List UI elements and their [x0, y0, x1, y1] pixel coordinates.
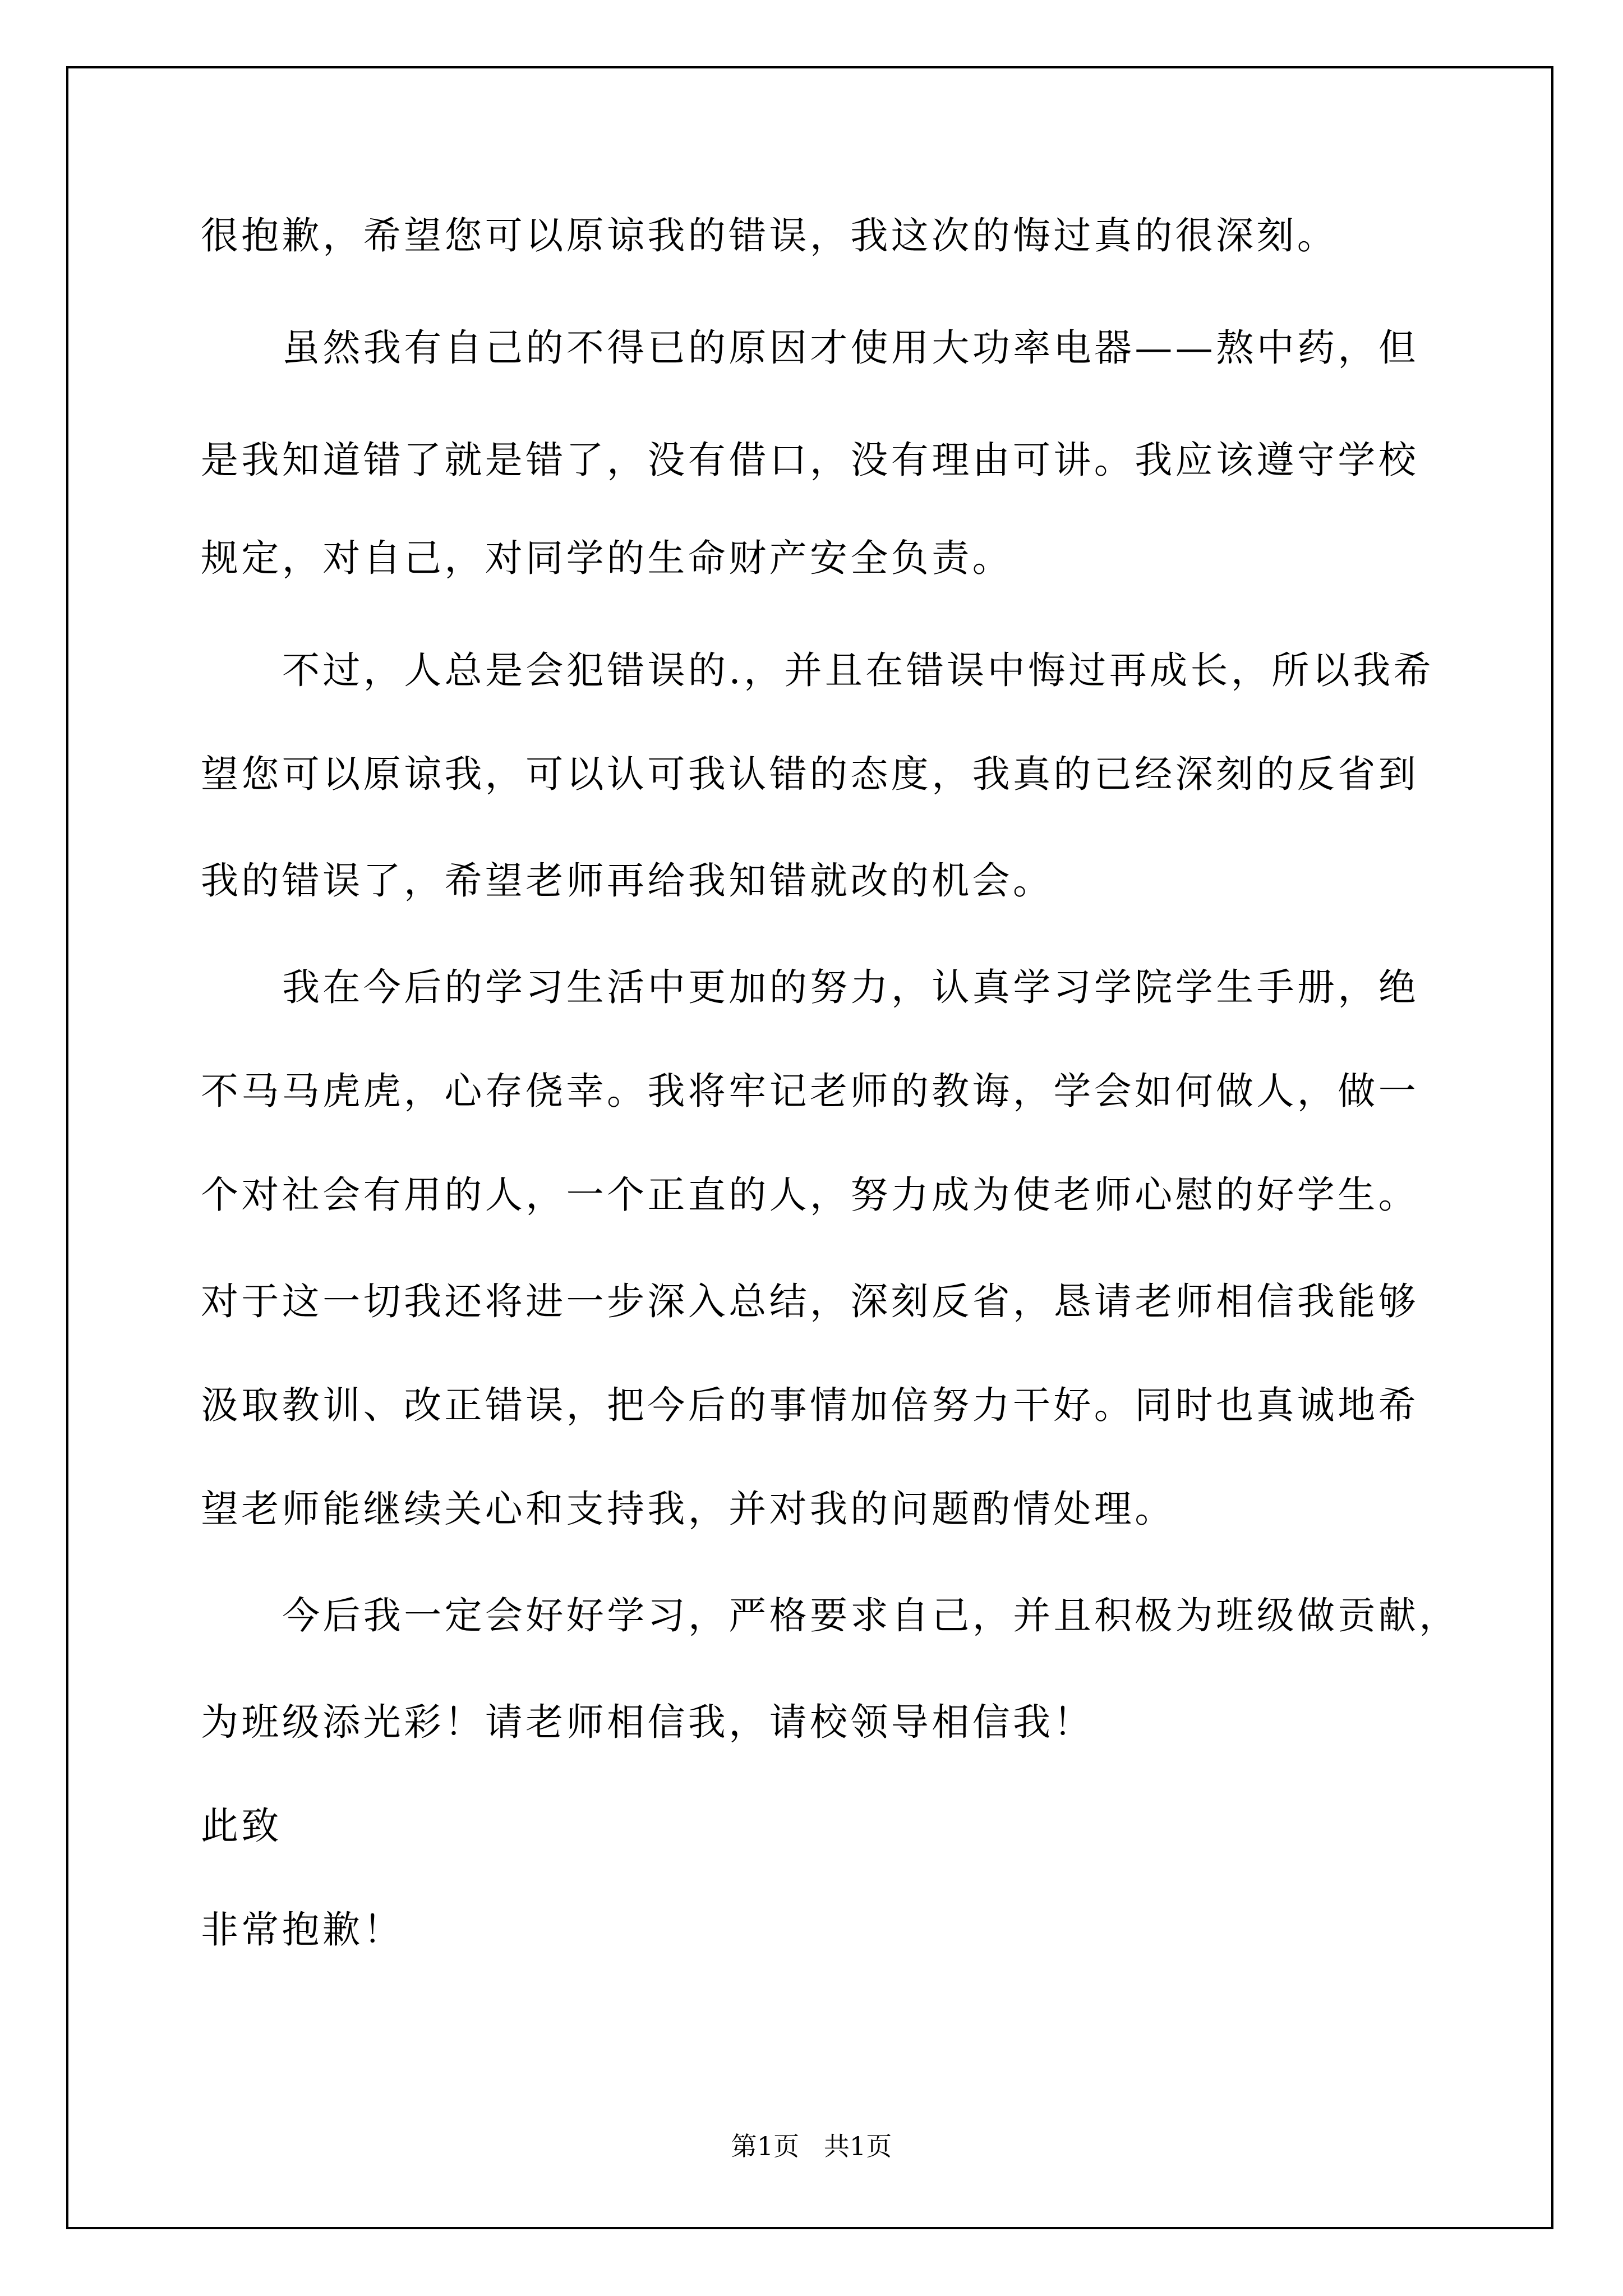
text-line: 为班级添光彩！请老师相信我，请校领导相信我！: [201, 1700, 1094, 1744]
closing-signoff: 非常抱歉！: [201, 1908, 404, 1952]
paragraph-start-line: 今后我一定会好好学习，严格要求自己，并且积极为班级做贡献，: [282, 1594, 1460, 1637]
text-line: 望您可以原谅我，可以认可我认错的态度，我真的已经深刻的反省到: [201, 752, 1419, 796]
paragraph-start-line: 不过，人总是会犯错误的.，并且在错误中悔过再成长，所以我希: [282, 648, 1434, 692]
text-line: 不马马虎虎，心存侥幸。我将牢记老师的教诲，学会如何做人，做一: [201, 1069, 1419, 1113]
text-line: 个对社会有用的人，一个正直的人，努力成为使老师心慰的好学生。: [201, 1173, 1419, 1217]
text-line: 望老师能继续关心和支持我，并对我的问题酌情处理。: [201, 1487, 1175, 1531]
text-line: 是我知道错了就是错了，没有借口，没有理由可讲。我应该遵守学校: [201, 438, 1419, 482]
paragraph-start-line: 虽然我有自己的不得已的原因才使用大功率电器——熬中药，但: [282, 326, 1419, 370]
text-line: 对于这一切我还将进一步深入总结，深刻反省，恳请老师相信我能够: [201, 1280, 1419, 1323]
text-line: 规定，对自己，对同学的生命财产安全负责。: [201, 536, 1013, 580]
page-number-footer: 第1页 共1页: [731, 2131, 892, 2161]
paragraph-start-line: 我在今后的学习生活中更加的努力，认真学习学院学生手册，绝: [282, 965, 1419, 1009]
text-line: 很抱歉，希望您可以原谅我的错误，我这次的悔过真的很深刻。: [201, 214, 1338, 257]
text-line: 我的错误了，希望老师再给我知错就改的机会。: [201, 859, 1054, 903]
closing-salutation: 此致: [201, 1804, 282, 1848]
text-line: 汲取教训、改正错误，把今后的事情加倍努力干好。同时也真诚地希: [201, 1383, 1419, 1427]
